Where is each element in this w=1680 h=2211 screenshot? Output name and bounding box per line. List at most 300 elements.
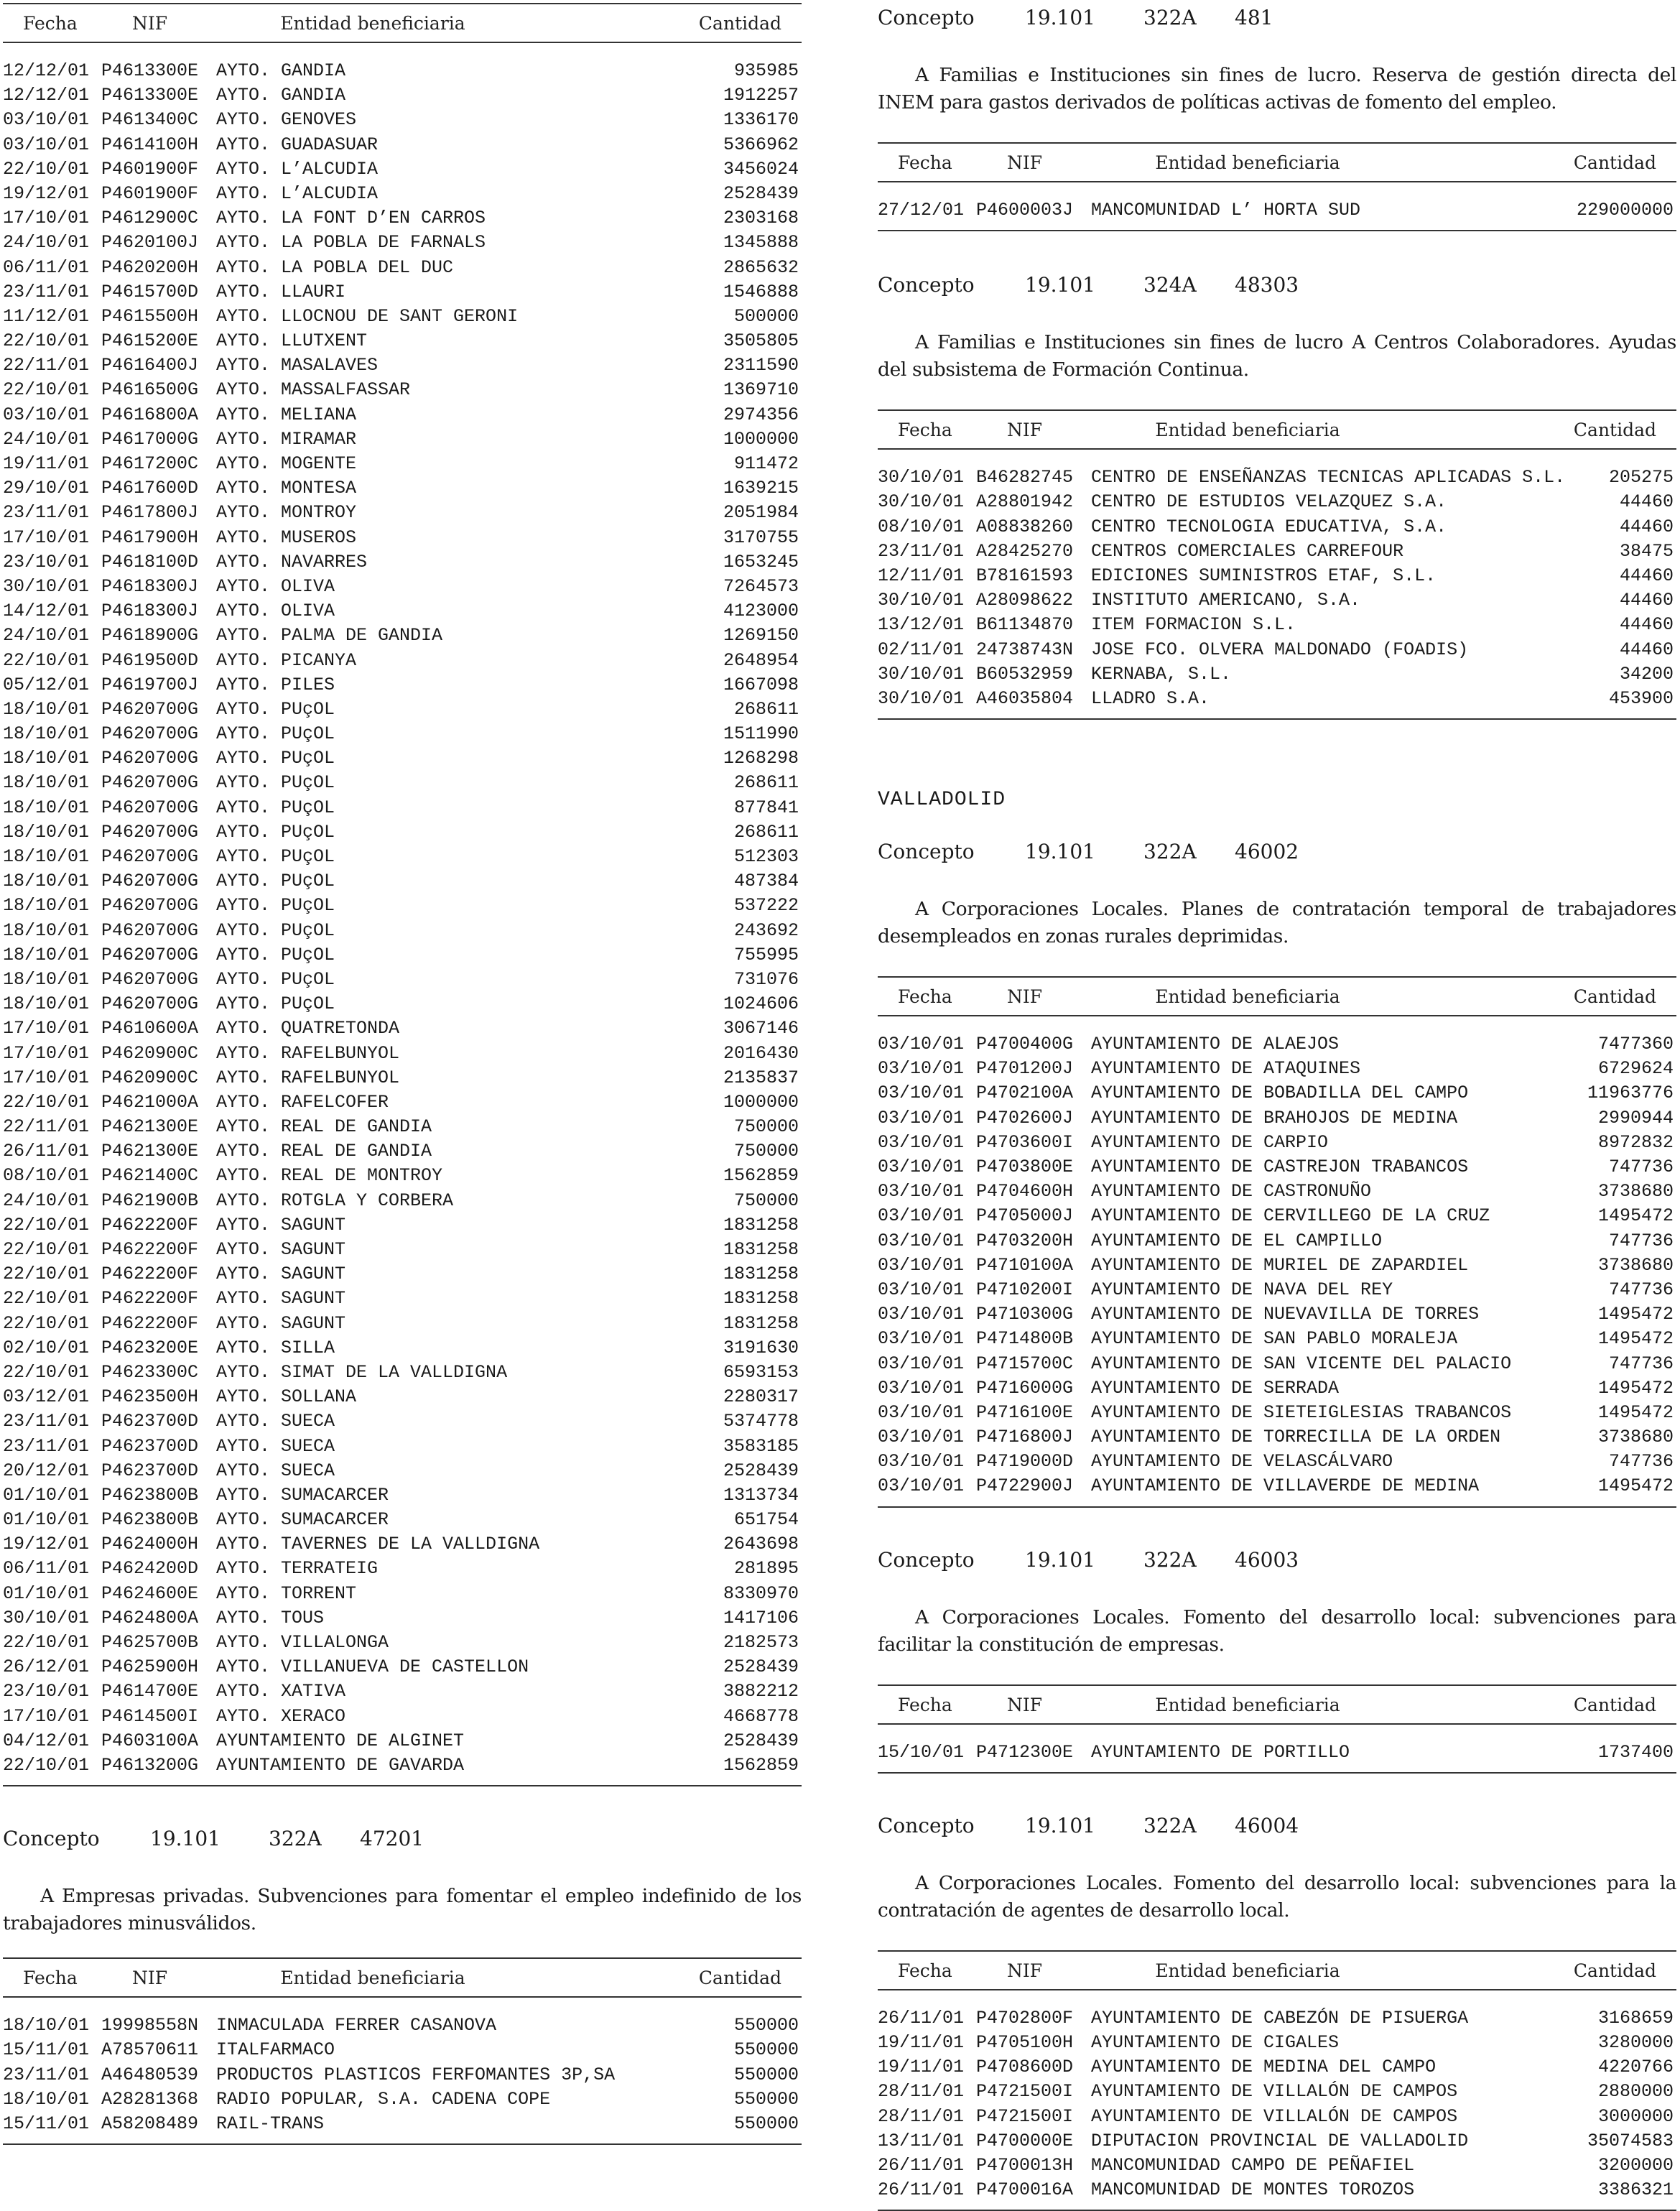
- table-row: [878, 515, 1676, 539]
- table-row: [878, 1474, 1676, 1498]
- cell-cantidad: 2051984: [723, 502, 799, 524]
- cell-entidad: AYUNTAMIENTO DE CABEZÓN DE PISUERGA: [1091, 2007, 1469, 2029]
- cell-fecha: 17/10/01: [3, 527, 90, 548]
- cell-entidad: AYUNTAMIENTO DE SIETEIGLESIAS TRABANCOS: [1091, 1401, 1512, 1423]
- cell-cantidad: 1831258: [723, 1264, 799, 1285]
- table-body: [878, 182, 1676, 231]
- concept-code-1: 19.101: [1025, 6, 1095, 29]
- cell-nif: P4617600D: [101, 478, 199, 499]
- cell-entidad: AYUNTAMIENTO DE SAN VICENTE DEL PALACIO: [1091, 1353, 1512, 1374]
- cell-cantidad: 1562859: [723, 1165, 799, 1187]
- cell-nif: 24738743N: [976, 639, 1074, 660]
- cell-entidad: AYTO. L’ALCUDIA: [216, 158, 379, 180]
- cell-nif: P4708600D: [976, 2057, 1074, 2078]
- cell-fecha: 03/10/01: [878, 1451, 965, 1473]
- table-row: [3, 992, 802, 1016]
- table-row: [878, 1302, 1676, 1327]
- table-row: [878, 1032, 1676, 1057]
- table-481: [878, 142, 1676, 231]
- table-row: [878, 2105, 1676, 2129]
- cell-cantidad: 2990944: [1597, 1107, 1674, 1128]
- cell-fecha: 03/10/01: [878, 1353, 965, 1374]
- concept-description-48303: A Familias e Instituciones sin fines de lucro A Centros Colaboradores. Ayudas del subsistema de Formación Continua.: [878, 331, 1676, 381]
- cell-cantidad: 3882212: [723, 1681, 799, 1702]
- cell-entidad: AYUNTAMIENTO DE VELASCÁLVARO: [1091, 1451, 1393, 1473]
- concept-line-46004: [878, 1814, 1676, 1838]
- table-row: [878, 662, 1676, 687]
- cell-entidad: AYTO. MUSEROS: [216, 527, 357, 548]
- cell-nif: A28425270: [976, 540, 1074, 562]
- cell-cantidad: 2303168: [723, 208, 799, 229]
- cell-cantidad: 268611: [733, 821, 799, 843]
- cell-cantidad: 8330970: [723, 1582, 799, 1604]
- table-row: [878, 1131, 1676, 1155]
- table-row: [878, 1278, 1676, 1302]
- table-row: [3, 599, 802, 624]
- cell-nif: P4618300J: [101, 575, 199, 597]
- cell-entidad: AYTO. QUATRETONDA: [216, 1018, 400, 1039]
- cell-entidad: AYUNTAMIENTO DE CERVILLEGO DE LA CRUZ: [1091, 1205, 1490, 1227]
- cell-cantidad: 44460: [1619, 565, 1674, 586]
- table-row: [3, 476, 802, 501]
- cell-fecha: 15/11/01: [3, 2113, 90, 2134]
- cell-entidad: AYTO. ROTGLA Y CORBERA: [216, 1190, 454, 1211]
- cell-cantidad: 1495472: [1597, 1205, 1674, 1227]
- table-row: [878, 588, 1676, 613]
- table-row: [878, 1204, 1676, 1228]
- cell-cantidad: 44460: [1619, 614, 1674, 636]
- cell-nif: A28801942: [976, 491, 1074, 513]
- cell-cantidad: 7264573: [723, 575, 799, 597]
- cell-entidad: AYTO. PUçOL: [216, 993, 335, 1015]
- cell-cantidad: 1912257: [723, 85, 799, 106]
- cell-entidad: AYTO. SAGUNT: [216, 1312, 346, 1334]
- cell-nif: P4719000D: [976, 1451, 1074, 1473]
- cell-entidad: AYTO. RAFELCOFER: [216, 1091, 389, 1113]
- cell-nif: P4623800B: [101, 1484, 199, 1506]
- concept-code-3: 481: [1235, 6, 1273, 29]
- table-row: [878, 1057, 1676, 1081]
- concept-code-2: 322A: [1143, 1547, 1197, 1572]
- cell-nif: P4620700G: [101, 698, 199, 720]
- cell-fecha: 15/11/01: [3, 2039, 90, 2061]
- cell-cantidad: 1313734: [723, 1484, 799, 1506]
- table-row: [878, 1401, 1676, 1425]
- concept-code-3: 46002: [1235, 840, 1299, 864]
- cell-fecha: 18/10/01: [3, 698, 90, 720]
- concept-code-1: 19.101: [1025, 840, 1095, 864]
- cell-cantidad: 1495472: [1597, 1328, 1674, 1350]
- cell-fecha: 19/12/01: [3, 182, 90, 204]
- cell-nif: 19998558N: [101, 2015, 199, 2036]
- table-row: [878, 2129, 1676, 2154]
- cell-fecha: 03/10/01: [878, 1254, 965, 1276]
- cell-entidad: AYUNTAMIENTO DE SERRADA: [1091, 1377, 1340, 1399]
- cell-entidad: AYUNTAMIENTO DE BOBADILLA DEL CAMPO: [1091, 1083, 1469, 1104]
- cell-fecha: 03/10/01: [878, 1230, 965, 1251]
- concept-description-47201: A Empresas privadas. Subvenciones para fomentar el empleo indefinido de los trabajadores minusválidos.: [3, 1885, 802, 1935]
- cell-nif: P4612900C: [101, 208, 199, 229]
- cell-nif: P4621000A: [101, 1091, 199, 1113]
- cell-cantidad: 1737400: [1597, 1741, 1674, 1763]
- cell-fecha: 19/11/01: [878, 2032, 965, 2053]
- header-entidad: Entidad beneficiaria: [280, 1967, 465, 1989]
- cell-entidad: AYUNTAMIENTO DE SAN PABLO MORALEJA: [1091, 1328, 1458, 1350]
- concept-label: Concepto: [3, 1827, 100, 1851]
- cell-nif: P4600003J: [976, 200, 1074, 221]
- cell-fecha: 27/12/01: [878, 200, 965, 221]
- cell-nif: P4624600E: [101, 1582, 199, 1604]
- cell-nif: P4615700D: [101, 281, 199, 302]
- cell-fecha: 22/10/01: [3, 1239, 90, 1260]
- cell-nif: P4715700C: [976, 1353, 1074, 1374]
- cell-entidad: AYTO. LLAURI: [216, 281, 346, 302]
- table-row: [3, 1679, 802, 1704]
- header-cantidad: Cantidad: [1573, 1694, 1656, 1715]
- concept-line-48303: [878, 273, 1676, 297]
- header-entidad: Entidad beneficiaria: [1155, 420, 1340, 441]
- concept-label: Concepto: [878, 273, 975, 297]
- cell-nif: P4610600A: [101, 1018, 199, 1039]
- cell-cantidad: 1831258: [723, 1214, 799, 1236]
- cell-nif: P4716800J: [976, 1427, 1074, 1448]
- cell-nif: P4620700G: [101, 748, 199, 769]
- cell-nif: B46282745: [976, 467, 1074, 488]
- cell-entidad: AYTO. MELIANA: [216, 404, 357, 425]
- header-nif: NIF: [1007, 152, 1043, 173]
- table-row: [3, 1729, 802, 1753]
- table-row: [3, 624, 802, 648]
- cell-nif: P4620900C: [101, 1067, 199, 1088]
- cell-fecha: 03/10/01: [878, 1107, 965, 1128]
- table-row: [3, 550, 802, 575]
- table-row: [878, 1740, 1676, 1765]
- cell-cantidad: 2311590: [723, 355, 799, 376]
- cell-fecha: 13/12/01: [878, 614, 965, 636]
- table-row: [878, 1229, 1676, 1253]
- cell-entidad: AYTO. SUECA: [216, 1460, 335, 1481]
- table-row: [3, 820, 802, 845]
- cell-cantidad: 35074583: [1587, 2130, 1674, 2151]
- cell-cantidad: 3386321: [1597, 2179, 1674, 2201]
- cell-cantidad: 512303: [733, 846, 799, 867]
- cell-nif: P4623700D: [101, 1411, 199, 1432]
- cell-nif: P4613300E: [101, 85, 199, 106]
- table-row: [3, 280, 802, 305]
- cell-nif: P4620700G: [101, 797, 199, 818]
- cell-cantidad: 6729624: [1597, 1058, 1674, 1080]
- cell-fecha: 28/11/01: [878, 2105, 965, 2127]
- table-row: [3, 1385, 802, 1409]
- cell-cantidad: 453900: [1608, 687, 1674, 709]
- cell-fecha: 03/10/01: [878, 1377, 965, 1399]
- cell-entidad: AYUNTAMIENTO DE CARPIO: [1091, 1131, 1329, 1153]
- table-row: [3, 771, 802, 795]
- cell-entidad: AYTO. PUçOL: [216, 772, 335, 794]
- cell-cantidad: 205275: [1608, 467, 1674, 488]
- cell-cantidad: 3738680: [1597, 1254, 1674, 1276]
- table-row: [3, 894, 802, 918]
- table-row: [3, 452, 802, 476]
- table-row: [878, 1327, 1676, 1351]
- concept-code-1: 19.101: [1025, 273, 1095, 297]
- table-body: [878, 1016, 1676, 1508]
- cell-entidad: CENTRO TECNOLOGIA EDUCATIVA, S.A.: [1091, 516, 1447, 537]
- table-48303: [878, 409, 1676, 720]
- cell-nif: P4700016A: [976, 2179, 1074, 2201]
- cell-nif: P4620700G: [101, 723, 199, 745]
- table-row: [3, 1262, 802, 1287]
- cell-nif: P4625700B: [101, 1632, 199, 1653]
- cell-entidad: AYTO. REAL DE MONTROY: [216, 1165, 443, 1187]
- cell-fecha: 26/12/01: [3, 1656, 90, 1678]
- cell-fecha: 12/12/01: [3, 60, 90, 81]
- cell-fecha: 18/10/01: [3, 993, 90, 1015]
- table-row: [3, 133, 802, 157]
- table-row: [3, 427, 802, 452]
- cell-entidad: MANCOMUNIDAD CAMPO DE PEÑAFIEL: [1091, 2154, 1415, 2176]
- cell-cantidad: 487384: [733, 871, 799, 892]
- table-row: [878, 1155, 1676, 1179]
- cell-fecha: 03/10/01: [878, 1157, 965, 1177]
- table-row: [3, 1164, 802, 1188]
- table-body: [878, 1990, 1676, 2211]
- header-cantidad: Cantidad: [1573, 152, 1656, 173]
- cell-entidad: AYTO. SAGUNT: [216, 1239, 346, 1260]
- cell-nif: P4614100H: [101, 134, 199, 155]
- cell-fecha: 23/11/01: [3, 281, 90, 302]
- cell-cantidad: 1639215: [723, 478, 799, 499]
- concept-line-47201: [3, 1827, 802, 1851]
- table-body: [878, 1725, 1676, 1774]
- cell-fecha: 23/11/01: [878, 540, 965, 562]
- cell-cantidad: 2528439: [723, 1656, 799, 1678]
- table-row: [3, 182, 802, 206]
- cell-nif: P4712300E: [976, 1741, 1074, 1763]
- cell-entidad: AYTO. RAFELBUNYOL: [216, 1067, 400, 1088]
- table-row: [3, 2013, 802, 2038]
- cell-nif: P4614700E: [101, 1681, 199, 1702]
- cell-cantidad: 34200: [1619, 663, 1674, 685]
- table-row: [3, 378, 802, 402]
- concept-code-2: 322A: [1143, 1813, 1197, 1837]
- cell-entidad: AYTO. PUçOL: [216, 895, 335, 917]
- concept-code-3: 47201: [360, 1827, 424, 1851]
- cell-entidad: AYTO. REAL DE GANDIA: [216, 1141, 432, 1162]
- cell-entidad: AYTO. GANDIA: [216, 60, 346, 81]
- cell-nif: P4716000G: [976, 1377, 1074, 1399]
- cell-nif: A28098622: [976, 590, 1074, 611]
- cell-cantidad: 2865632: [723, 256, 799, 278]
- cell-nif: P4613300E: [101, 60, 199, 81]
- cell-entidad: AYTO. L’ALCUDIA: [216, 182, 379, 204]
- cell-cantidad: 4220766: [1597, 2057, 1674, 2078]
- cell-entidad: AYTO. MONTROY: [216, 502, 357, 524]
- cell-entidad: KERNABA, S.L.: [1091, 663, 1232, 685]
- cell-cantidad: 281895: [733, 1558, 799, 1580]
- cell-entidad: AYTO. SUECA: [216, 1435, 335, 1457]
- cell-fecha: 23/10/01: [3, 1681, 90, 1702]
- cell-cantidad: 750000: [733, 1190, 799, 1211]
- cell-entidad: ITALFARMACO: [216, 2039, 335, 2061]
- cell-cantidad: 3200000: [1597, 2154, 1674, 2176]
- cell-fecha: 30/10/01: [3, 575, 90, 597]
- cell-cantidad: 747736: [1608, 1279, 1674, 1300]
- concept-line-46002: [878, 840, 1676, 864]
- cell-entidad: AYTO. SUMACARCER: [216, 1484, 389, 1506]
- header-fecha: Fecha: [898, 152, 952, 173]
- cell-fecha: 03/10/01: [878, 1131, 965, 1153]
- table-body: [3, 43, 802, 1786]
- cell-cantidad: 243692: [733, 919, 799, 941]
- cell-entidad: AYTO. SOLLANA: [216, 1386, 357, 1408]
- cell-cantidad: 1336170: [723, 109, 799, 131]
- cell-entidad: AYTO. SUECA: [216, 1411, 335, 1432]
- cell-nif: P4623200E: [101, 1337, 199, 1358]
- cell-fecha: 04/12/01: [3, 1730, 90, 1751]
- cell-entidad: AYTO. SAGUNT: [216, 1264, 346, 1285]
- cell-entidad: AYUNTAMIENTO DE PORTILLO: [1091, 1741, 1350, 1763]
- cell-cantidad: 2528439: [723, 1730, 799, 1751]
- cell-cantidad: 935985: [733, 60, 799, 81]
- cell-entidad: AYTO. SAGUNT: [216, 1288, 346, 1310]
- cell-cantidad: 1831258: [723, 1288, 799, 1310]
- cell-cantidad: 44460: [1619, 590, 1674, 611]
- cell-cantidad: 44460: [1619, 516, 1674, 537]
- cell-cantidad: 4668778: [723, 1705, 799, 1727]
- cell-fecha: 30/10/01: [878, 663, 965, 685]
- cell-fecha: 03/12/01: [3, 1386, 90, 1408]
- cell-fecha: 01/10/01: [3, 1582, 90, 1604]
- table-row: [3, 1066, 802, 1090]
- table-row: [3, 329, 802, 353]
- table-row: [3, 2087, 802, 2112]
- table-row: [3, 1483, 802, 1508]
- cell-fecha: 17/10/01: [3, 1042, 90, 1064]
- cell-entidad: AYTO. PUçOL: [216, 821, 335, 843]
- cell-cantidad: 747736: [1608, 1353, 1674, 1374]
- cell-entidad: MANCOMUNIDAD DE MONTES TOROZOS: [1091, 2179, 1415, 2201]
- cell-nif: P4621300E: [101, 1116, 199, 1138]
- province-heading: VALLADOLID: [878, 789, 1006, 812]
- cell-cantidad: 7477360: [1597, 1034, 1674, 1055]
- cell-entidad: AYUNTAMIENTO DE VILLALÓN DE CAMPOS: [1091, 2081, 1458, 2103]
- cell-entidad: AYTO. GANDIA: [216, 85, 346, 106]
- cell-nif: P4710200I: [976, 1279, 1074, 1300]
- cell-fecha: 02/10/01: [3, 1337, 90, 1358]
- cell-nif: P4625900H: [101, 1656, 199, 1678]
- cell-nif: P4620700G: [101, 919, 199, 941]
- cell-entidad: CENTRO DE ENSEÑANZAS TECNICAS APLICADAS S.L.: [1091, 467, 1566, 488]
- cell-entidad: AYTO. PUçOL: [216, 871, 335, 892]
- concept-code-3: 46004: [1235, 1813, 1299, 1837]
- cell-fecha: 22/10/01: [3, 158, 90, 180]
- header-cantidad: Cantidad: [698, 13, 781, 34]
- cell-fecha: 17/10/01: [3, 1067, 90, 1088]
- cell-entidad: AYTO. MIRAMAR: [216, 428, 357, 450]
- header-fecha: Fecha: [898, 1960, 952, 1981]
- cell-entidad: AYTO. PICANYA: [216, 649, 357, 671]
- cell-nif: P4620700G: [101, 993, 199, 1015]
- cell-nif: B78161593: [976, 565, 1074, 586]
- cell-nif: P4618300J: [101, 601, 199, 622]
- table-body: [878, 450, 1676, 720]
- cell-fecha: 22/10/01: [3, 1288, 90, 1310]
- table-row: [878, 1179, 1676, 1204]
- cell-cantidad: 44460: [1619, 639, 1674, 660]
- table-row: [3, 1409, 802, 1434]
- cell-entidad: AYTO. PILES: [216, 674, 335, 695]
- cell-fecha: 23/11/01: [3, 1435, 90, 1457]
- table-row: [3, 1434, 802, 1459]
- cell-nif: P4623700D: [101, 1435, 199, 1457]
- header-entidad: Entidad beneficiaria: [1155, 986, 1340, 1008]
- table-row: [878, 1081, 1676, 1106]
- table-header: [878, 142, 1676, 182]
- cell-nif: P4705000J: [976, 1205, 1074, 1227]
- cell-entidad: AYTO. GUADASUAR: [216, 134, 379, 155]
- cell-nif: P4623800B: [101, 1509, 199, 1531]
- table-row: [3, 1287, 802, 1311]
- cell-cantidad: 1268298: [723, 748, 799, 769]
- table-row: [3, 1532, 802, 1557]
- cell-entidad: RAIL-TRANS: [216, 2113, 325, 2134]
- cell-fecha: 18/10/01: [3, 797, 90, 818]
- cell-entidad: AYTO. PALMA DE GANDIA: [216, 625, 443, 646]
- cell-nif: P4616800A: [101, 404, 199, 425]
- cell-entidad: AYUNTAMIENTO DE NUEVAVILLA DE TORRES: [1091, 1304, 1480, 1325]
- cell-cantidad: 550000: [733, 2113, 799, 2134]
- table-row: [878, 1425, 1676, 1450]
- cell-nif: P4617000G: [101, 428, 199, 450]
- table-row: [3, 353, 802, 378]
- table-row: [878, 2178, 1676, 2202]
- table-header: [878, 1684, 1676, 1725]
- cell-nif: P4703200H: [976, 1230, 1074, 1251]
- header-nif: NIF: [1007, 420, 1043, 441]
- cell-cantidad: 2880000: [1597, 2081, 1674, 2103]
- cell-fecha: 20/12/01: [3, 1460, 90, 1481]
- table-row: [3, 59, 802, 83]
- cell-nif: P4703800E: [976, 1157, 1074, 1177]
- table-row: [3, 1090, 802, 1115]
- table-row: [878, 1253, 1676, 1278]
- table-header: [3, 3, 802, 43]
- table-header: [878, 409, 1676, 450]
- cell-fecha: 30/10/01: [878, 590, 965, 611]
- cell-entidad: AYUNTAMIENTO DE VILLALÓN DE CAMPOS: [1091, 2105, 1458, 2127]
- table-row: [3, 2112, 802, 2136]
- cell-nif: P4620900C: [101, 1042, 199, 1064]
- cell-nif: P4624000H: [101, 1534, 199, 1555]
- table-row: [3, 919, 802, 943]
- right-column: [878, 0, 1676, 2211]
- cell-fecha: 26/11/01: [3, 1141, 90, 1162]
- cell-nif: P4615500H: [101, 305, 199, 327]
- table-row: [878, 1352, 1676, 1376]
- cell-entidad: AYTO. TORRENT: [216, 1582, 357, 1604]
- cell-fecha: 01/10/01: [3, 1484, 90, 1506]
- cell-fecha: 06/11/01: [3, 1558, 90, 1580]
- cell-cantidad: 1495472: [1597, 1475, 1674, 1497]
- cell-entidad: AYUNTAMIENTO DE MEDINA DEL CAMPO: [1091, 2057, 1437, 2078]
- cell-entidad: AYTO. PUçOL: [216, 698, 335, 720]
- cell-fecha: 03/10/01: [878, 1083, 965, 1104]
- cell-nif: P4624200D: [101, 1558, 199, 1580]
- cell-cantidad: 1831258: [723, 1239, 799, 1260]
- cell-cantidad: 3738680: [1597, 1427, 1674, 1448]
- cell-entidad: AYTO. TERRATEIG: [216, 1558, 379, 1580]
